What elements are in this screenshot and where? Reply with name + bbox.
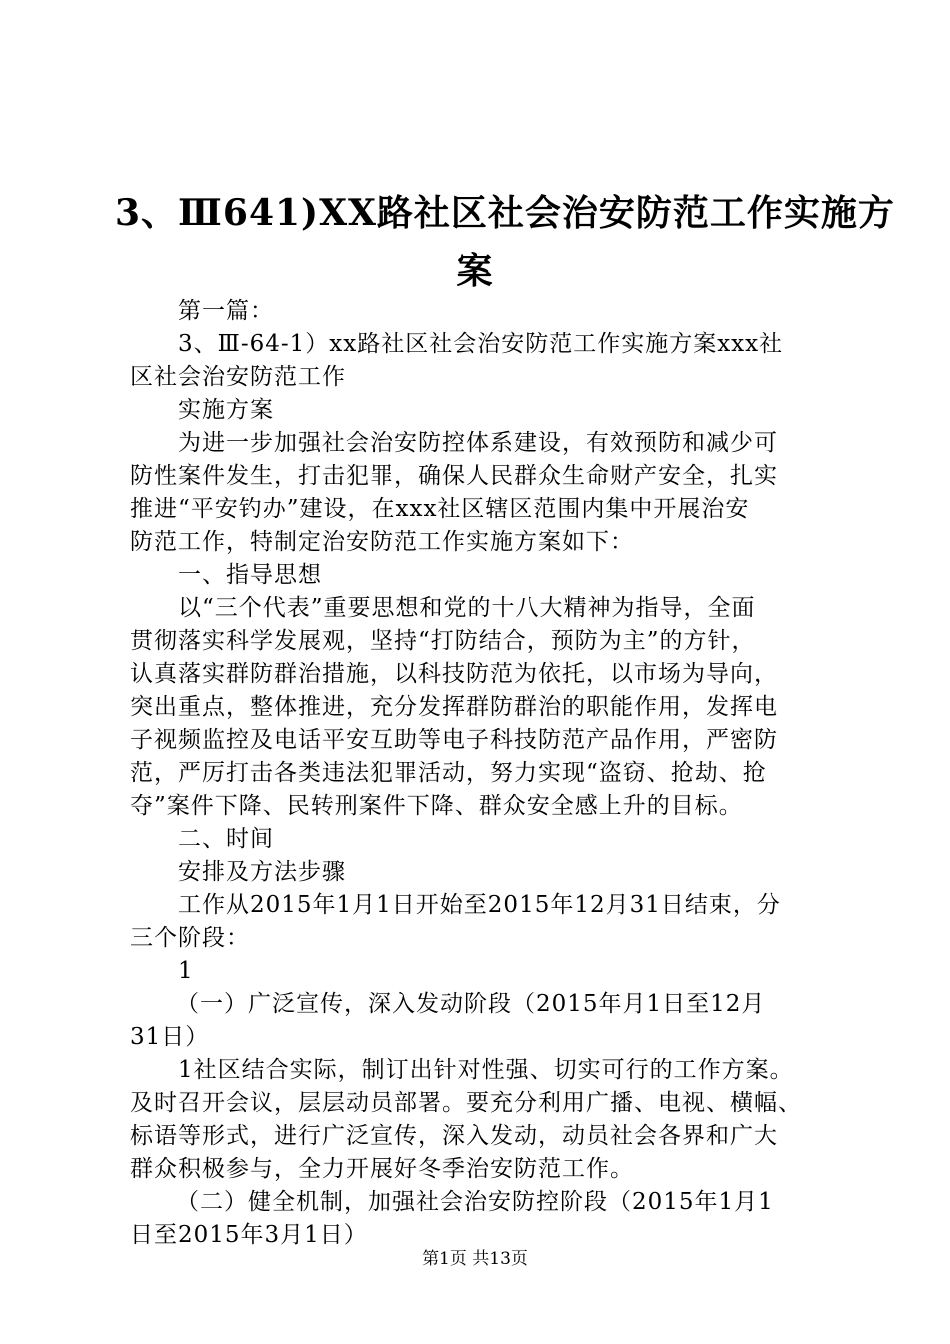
paragraph-line: 日至2015年3月1日） — [130, 1222, 368, 1248]
paragraph-line: 推进“平安钓办”建设，在xxx社区辖区范围内集中开展治安 — [130, 496, 750, 522]
document-body — [130, 295, 850, 1252]
paragraph-line: 夺”案件下降、民转刑案件下降、群众安全感上升的目标。 — [130, 793, 743, 819]
paragraph-line: 区社会治安防范工作 — [130, 364, 346, 390]
paragraph-line: 1 — [178, 958, 194, 984]
paragraph-line: 3、Ⅲ-64-1）xx路社区社会治安防范工作实施方案xxx社 — [178, 331, 784, 357]
paragraph-line: 实施方案 — [178, 397, 274, 423]
paragraph-line: 防性案件发生，打击犯罪，确保人民群众生命财产安全，扎实 — [130, 463, 778, 489]
paragraph-line: 子视频监控及电话平安互助等电子科技防范产品作用，严密防 — [130, 727, 778, 753]
paragraph-line: 及时召开会议，层层动员部署。要充分利用广播、电视、横幅、 — [130, 1090, 802, 1116]
subsection-heading: （二）健全机制，加强社会治安防控阶段（2015年1月1 — [176, 1189, 774, 1215]
paragraph-line: 以“三个代表”重要思想和党的十八大精神为指导，全面 — [178, 595, 756, 621]
section-heading: 二、时间 — [178, 826, 274, 852]
paragraph-line: 三个阶段： — [130, 925, 250, 951]
section-heading: 第一篇： — [178, 298, 274, 324]
paragraph-line: 范，严厉打击各类违法犯罪活动，努力实现“盗窃、抢劫、抢 — [130, 760, 767, 786]
paragraph-line: 防范工作，特制定治安防范工作实施方案如下： — [130, 529, 634, 555]
paragraph-line: 为进一步加强社会治安防控体系建设，有效预防和减少可 — [178, 430, 778, 456]
paragraph-line: 1社区结合实际，制订出针对性强、切实可行的工作方案。 — [178, 1057, 794, 1083]
document-title-line-2: 案 — [456, 250, 494, 292]
page-footer: 第1页 共13页 — [422, 1249, 528, 1269]
paragraph-line: 工作从2015年1月1日开始至2015年12月31日结束，分 — [178, 892, 781, 918]
paragraph-line: 安排及方法步骤 — [178, 859, 346, 885]
paragraph-line: 认真落实群防群治措施，以科技防范为依托，以市场为导向， — [130, 661, 778, 687]
paragraph-line: 突出重点，整体推进，充分发挥群防群治的职能作用，发挥电 — [130, 694, 778, 720]
paragraph-line: 群众积极参与，全力开展好冬季治安防范工作。 — [130, 1156, 634, 1182]
paragraph-line: 标语等形式，进行广泛宣传，深入发动，动员社会各界和广大 — [130, 1123, 778, 1149]
paragraph-line: 31日） — [130, 1024, 210, 1050]
subsection-heading: （一）广泛宣传，深入发动阶段（2015年月1日至12月 — [176, 991, 766, 1017]
section-heading: 一、指导思想 — [178, 562, 322, 588]
paragraph-line: 贯彻落实科学发展观，坚持“打防结合，预防为主”的方针， — [130, 628, 756, 654]
document-title-line-1: 3、Ⅲ641)XX路社区社会治安防范工作实施方 — [115, 192, 895, 234]
